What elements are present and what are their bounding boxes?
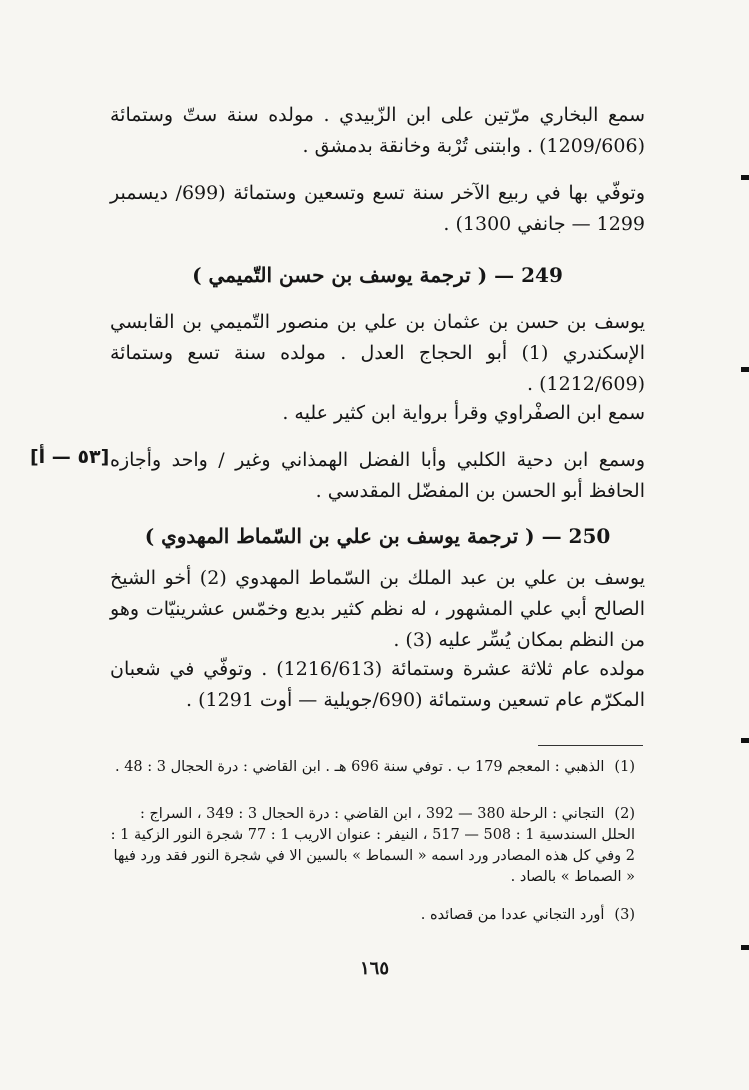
footnote-text: التجاني : الرحلة 380 — 392 ، ابن القاضي : درة الحجال 3 : 349 ، السراج : الحلل السندسية 1 : 508 — 517 ، النيفر : عنوان الاريب 1 : 77 شجرة النور الزكية 1 : 2 وفي كل هذه المصادر ورد اسمه « السماط » بالسين الا في شجرة النور فقد ورد فيها « الصماط » بالصاد .: [110, 806, 635, 885]
edge-mark: [741, 945, 749, 950]
folio-marker: [٥٣ — أ]: [30, 446, 110, 468]
entry-heading-249: 249 — ( ترجمة يوسف بن حسن التّميمي ): [192, 263, 563, 287]
edge-mark: [741, 367, 749, 372]
footnote-3: [105, 905, 635, 926]
footnote-number: (1): [614, 759, 635, 775]
edge-mark: [741, 738, 749, 743]
footnote-divider: [538, 745, 643, 746]
paragraph-249-bio: يوسف بن حسن بن عثمان بن علي بن منصور التّميمي بن القابسي الإسكندري (1) أبو الحجاج العدل . مولده سنة تسع وستمائة (1212/609) .: [110, 311, 646, 395]
footnote-2: [105, 804, 635, 888]
footnote-number: (2): [614, 806, 635, 822]
footnote-text: أورد التجاني عددا من قصائده .: [420, 907, 605, 923]
footnote-1: [105, 757, 635, 778]
page-number: ١٦٥: [359, 958, 389, 979]
entry-heading-250: 250 — ( ترجمة يوسف بن علي بن السّماط المهدوي ): [144, 524, 611, 548]
paragraph-250-bio: يوسف بن علي بن عبد الملك بن السّماط المهدوي (2) أخو الشيخ الصالح أبي علي المشهور ، له نظم كثير بديع وخمّس عشرينيّات وهو من النظم بمكان يُسِّر عليه (3) .: [110, 567, 645, 651]
paragraph-249-hearing: سمع ابن الصفْراوي وقرأ برواية ابن كثير عليه .: [282, 402, 645, 424]
paragraph-250-dates: مولده عام ثلاثة عشرة وستمائة (1216/613) . وتوفّي في شعبان المكرّم عام تسعين وستمائة (690/جويلية — أوت 1291) .: [110, 658, 645, 711]
paragraph-bukhari: سمع البخاري مرّتين على ابن الزّبيدي . مولده سنة ستّ وستمائة (1209/606) . وابتنى تُرْبة وخانقة بدمشق .: [110, 104, 645, 157]
paragraph-death: وتوفّي بها في ربيع الآخر سنة تسع وتسعين وستمائة (699/ ديسمبر 1299 — جانفي 1300) .: [110, 182, 646, 235]
edge-mark: [741, 175, 749, 180]
footnote-text: الذهبي : المعجم 179 ب . توفي سنة 696 هـ . ابن القاضي : درة الحجال 3 : 48 .: [114, 759, 605, 775]
footnote-number: (3): [614, 907, 635, 923]
paragraph-249-ijaza: وسمع ابن دحية الكلبي وأبا الفضل الهمذاني وغير / واحد وأجازه الحافظ أبو الحسن بن المفضّل المقدسي .: [110, 449, 645, 502]
